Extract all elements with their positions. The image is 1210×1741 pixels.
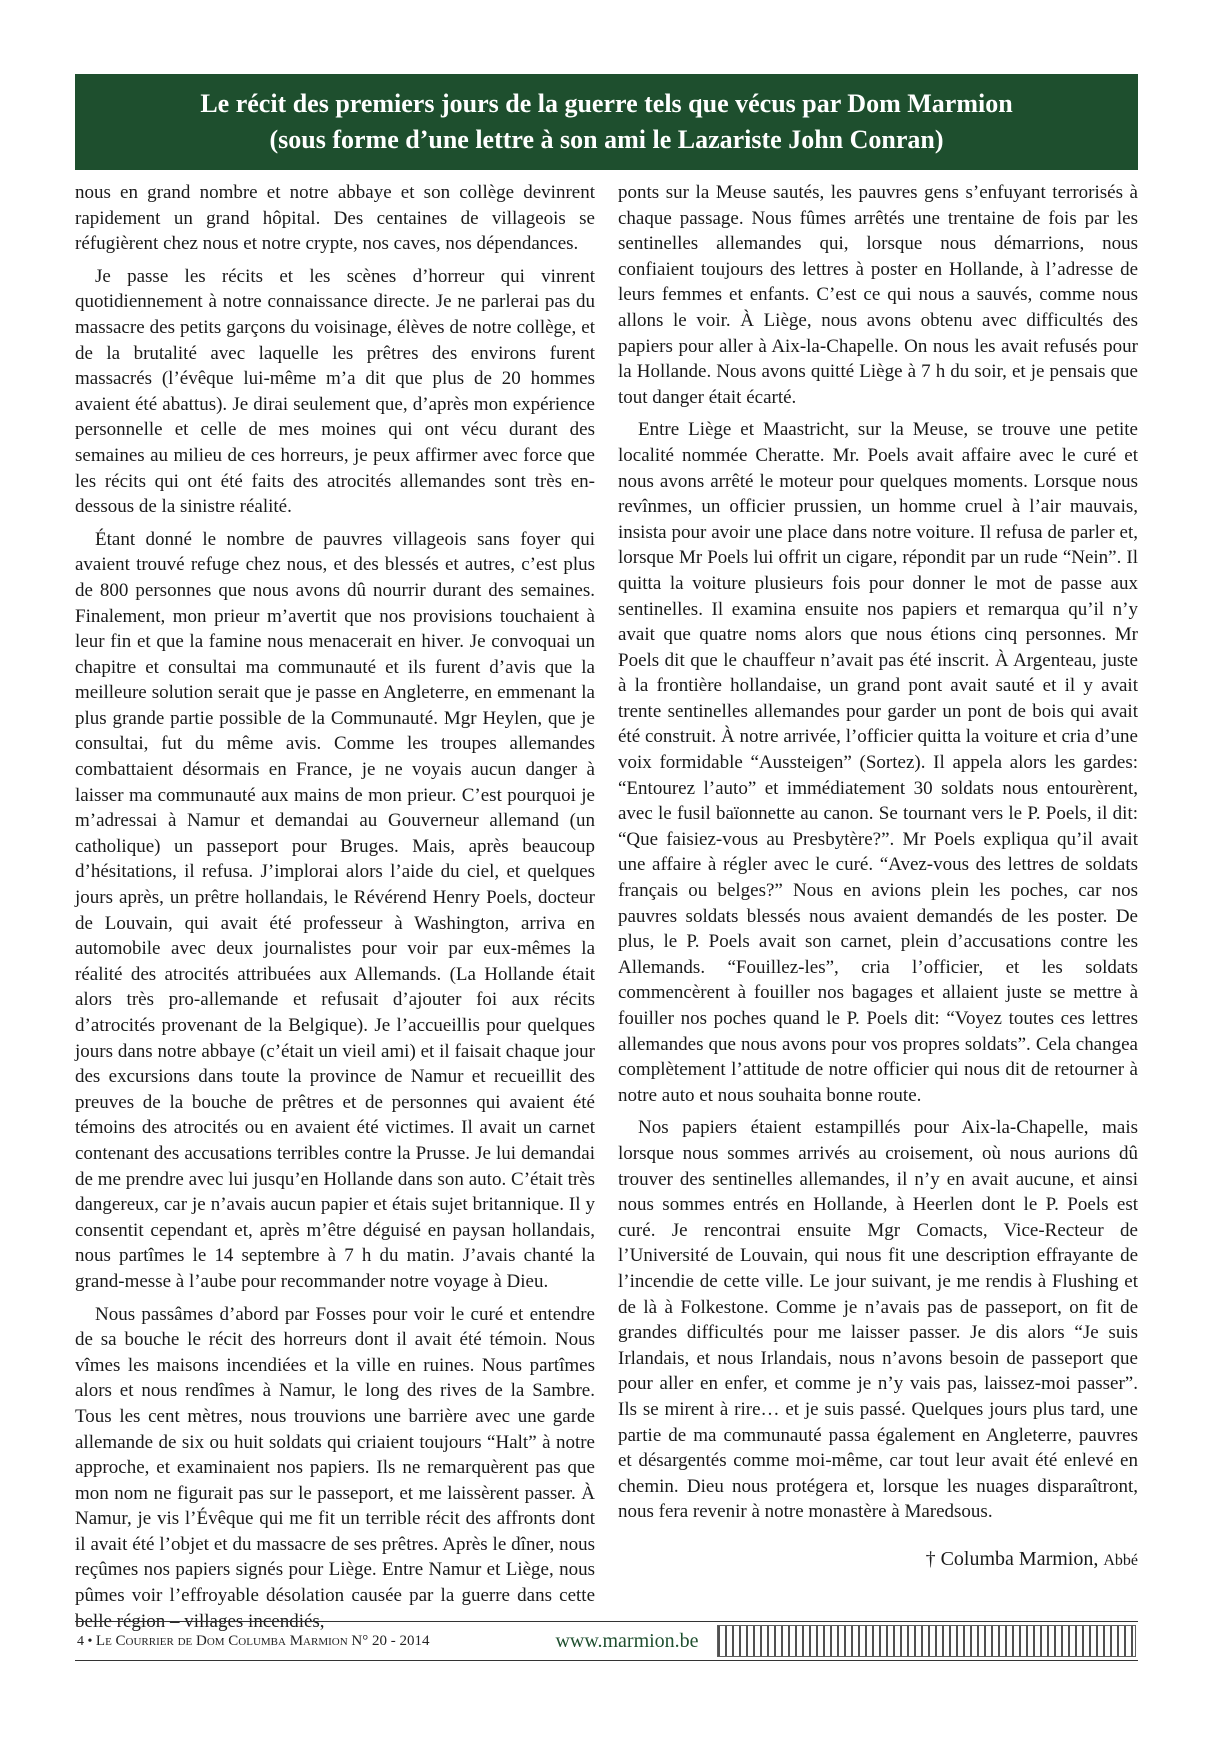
title-line-2: (sous forme d’une lettre à son ami le Lazariste John Conran)	[269, 125, 944, 154]
footer-publication-info	[75, 1633, 537, 1650]
website-link[interactable]: www.marmion.be	[555, 1629, 699, 1652]
title-line-1: Le récit des premiers jours de la guerre tels que vécus par Dom Marmion	[200, 89, 1013, 118]
decorative-border-pattern	[717, 1625, 1136, 1657]
paragraph: Nous passâmes d’abord par Fosses pour voir le curé et entendre de sa bouche le récit des horreurs dont il avait été témoin. Nous vîmes les maisons incendiées et la ville en ruines. Nous partîmes alors et nous rendîmes à Namur, le long des rives de la Sambre. Tous les cent mètres, nous trouvions une barrière avec une garde allemande de six ou huit soldats qui criaient toujours “Halt” à notre approche, et examinaient nos papiers. Ils ne remarquèrent pas que mon nom ne figurait pas sur le passeport, et me laissèrent passer. À Namur, je vis l’Évêque qui me fit un terrible récit des affronts dont il avait été l’objet et du massacre de ses prêtres. Après le dîner, nous reçûmes nos papiers signés pour Liège. Entre Namur et Liège, nous pûmes voir l’effroyable désolation causée par la guerre dans cette belle région – villages incendiés,	[75, 1303, 595, 1632]
paragraph: Nos papiers étaient estampillés pour Aix-la-Chapelle, mais lorsque nous sommes arrivés au croisement, où nous aurions dû trouver des sentinelles allemandes, il n’y en avait aucune, et ainsi nous sommes entrés en Hollande, à Heerlen dont le P. Poels est curé. Je rencontrai ensuite Mgr Comacts, Vice-Recteur de l’Université de Louvain, qui nous fit une description effrayante de l’incendie de cette ville. Le jour suivant, je me rendis à Flushing et de là à Folkestone. Comme je n’avais pas de passeport, on fit de grandes difficultés pour me laisser passer. Je dis alors “Je suis Irlandais, et nous Irlandais, nous n’avons besoin de passeport que pour aller en enfer, et comme je n’y vais pas, laissez-moi passer”. Ils se mirent à rire… et je suis passé. Quelques jours plus tard, une partie de ma communauté passa également en Angleterre, pauvres et désargentés comme moi-même, car tout leur avait été enlevé en chemin. Dieu nous protégera et, lorsque les nuages disparaîtront, nous fera revenir à notre monastère à Maredsous.	[618, 1117, 1138, 1523]
publication-name: Le Courrier de Dom Columba Marmion N° 20 - 2014	[95, 1632, 430, 1649]
page-footer	[75, 1621, 1138, 1661]
paragraph: nous en grand nombre et notre abbaye et son collège devinrent rapidement un grand hôpital. Des centaines de villageois se réfugièrent chez nous et notre crypte, nos caves, nos dépendances.	[75, 182, 595, 255]
signature-title: Abbé	[1103, 1551, 1138, 1569]
paragraph: ponts sur la Meuse sautés, les pauvres gens s’enfuyant terrorisés à chaque passage. Nous fûmes arrêtés une trentaine de fois par les sentinelles allemandes qui, lorsque nous démarrions, nous confiaient toujours des lettres à poster en Hollande, à l’adresse de leurs femmes et enfants. C’est ce qui nous a sauvés, comme nous allons le voir. À Liège, nous avons obtenu avec difficultés des papiers pour aller à Aix-la-Chapelle. On nous les avait refusés pour la Hollande. Nous avons quitté Liège à 7 h du soir, et je pensais que tout danger était écarté.	[618, 182, 1138, 408]
paragraph: Étant donné le nombre de pauvres villageois sans foyer qui avaient trouvé refuge chez nous, et des blessés et autres, c’est plus de 800 personnes que nous avons dû nourrir durant des semaines. Finalement, mon prieur m’avertit que nos provisions touchaient à leur fin et que la famine nous menacerait en hiver. Je convoquai un chapitre et consultai ma communauté et ils furent d’avis que la meilleure solution serait que je passe en Angleterre, en emmenant la plus grande partie possible de la Communauté. Mgr Heylen, que je consultai, fut du même avis. Comme les troupes allemandes combattaient désormais en France, je ne voyais aucun danger à laisser ma communauté aux mains de mon prieur. C’est pourquoi je m’adressai à Namur et demandai au Gouverneur allemand (un catholique) un passeport pour Bruges. Mais, après beaucoup d’hésitations, il refusa. J’implorai alors l’aide du ciel, et quelques jours après, un prêtre hollandais, le Révérend Henry Poels, docteur de Louvain, qui avait été professeur à Washington, arriva en automobile avec deux journalistes pour voir par eux-mêmes la réalité des atrocités attribuées aux Allemands. (La Hollande était alors très pro-allemande et refusait d’ajouter foi aux récits d’atrocités provenant de la Belgique). Je l’accueillis pour quelques jours dans notre abbaye (c’était un vieil ami) et il faisait chaque jour des excursions dans toute la province de Namur et recueillit des preuves de la bouche de prêtres et de personnes qui avaient été témoins des atrocités ou en avaient été victimes. Il avait un carnet contenant des accusations terribles contre la Prusse. Je lui demandai de me prendre avec lui jusqu’en Hollande dans son auto. C’était très dangereux, car je n’avais aucun papier et étais sujet britannique. Il y consentit cependant et, après m’être déguisé en paysan hollandais, nous partîmes le 14 septembre à 7 h du matin. J’avais chanté la grand-messe à l’aube pour recommander notre voyage à Dieu.	[75, 528, 595, 1292]
paragraph: Je passe les récits et les scènes d’horreur qui vinrent quotidiennement à notre connaissance directe. Je ne parlerai pas du massacre des petits garçons du voisinage, élèves de notre collège, et de la brutalité avec laquelle les prêtres des environs furent massacrés (l’évêque lui-même m’a dit que plus de 20 hommes avaient été abattus). Je dirai seulement que, d’après mon expérience personnelle et celle de mes moines qui ont vécu durant des semaines au milieu de ces horreurs, je peux affirmer avec force que les récits qui ont été faits des atrocités allemandes sont très en-dessous de la sinistre réalité.	[75, 265, 595, 518]
page-number: 4 •	[77, 1633, 93, 1649]
article-title-banner	[75, 74, 1138, 170]
left-column	[75, 180, 595, 1632]
paragraph: Entre Liège et Maastricht, sur la Meuse, se trouve une petite localité nommée Cheratte. Mr. Poels avait affaire avec le curé et nous avons arrêté le moteur pour quelques moments. Lorsque nous revînmes, un officier prussien, un homme cruel à l’air mauvais, insista pour avoir une place dans notre voiture. Il refusa de parler et, lorsque Mr Poels lui offrit un cigare, répondit par un rude “Nein”. Il quitta la voiture plusieurs fois pour donner le mot de passe aux sentinelles. Il examina ensuite nos papiers et remarqua qu’il n’y avait que quatre noms alors que nous étions cinq personnes. Mr Poels dit que le chauffeur n’avait pas été inscrit. À Argenteau, juste à la frontière hollandaise, un grand pont avait sauté et il y avait trente sentinelles allemandes pour garder un pont de bois qui avait été construit. À notre arrivée, l’officier quitta la voiture et cria d’une voix formidable “Aussteigen” (Sortez). Il appela alors les gardes: “Entourez l’auto” et immédiatement 30 soldats nous entourèrent, avec le fusil baïonnette au canon. Se tournant vers le P. Poels, il dit: “Que faisiez-vous au Presbytère?”. Mr Poels expliqua qu’il avait une affaire à régler avec le curé. “Avez-vous des lettres de soldats français ou belges?” Nous en avions plein les poches, car nos pauvres soldats blessés nous avaient demandés de les poster. De plus, le P. Poels avait son carnet, plein d’accusations contre les Allemands. “Fouillez-les”, cria l’officier, et les soldats commencèrent à fouiller nos bagages et allaient juste se mettre à fouiller nos poches quand le P. Poels dit: “Voyez toutes ces lettres allemandes que nous avons pour vos propres soldats”. Cela changea complètement l’attitude de notre officier qui nous dit de retourner à notre auto et nous souhaita bonne route.	[618, 419, 1138, 1106]
signature-name: † Columba Marmion,	[925, 1547, 1099, 1570]
article-body	[75, 180, 1138, 1632]
signature	[618, 1547, 1138, 1574]
right-column	[618, 180, 1138, 1605]
